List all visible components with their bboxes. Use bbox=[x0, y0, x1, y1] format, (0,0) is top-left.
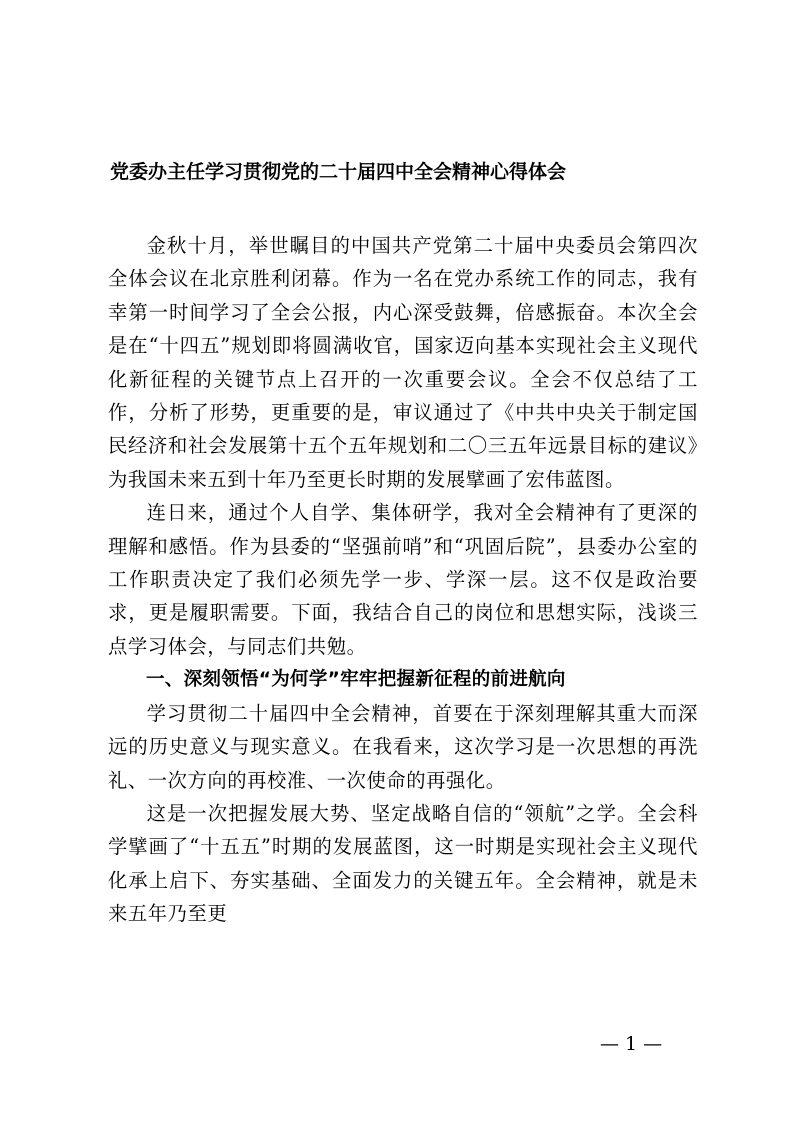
page-number: — 1 — bbox=[600, 1033, 663, 1055]
document-title: 党委办主任学习贯彻党的二十届四中全会精神心得体会 bbox=[110, 161, 567, 183]
body-paragraph: 这是一次把握发展大势、坚定战略自信的“领航”之学。全会科学擘画了“十五五”时期的发展蓝图，这一时期是实现社会主义现代化承上启下、夯实基础、全面发力的关键五年。全会精神，就是未来五年乃至更 bbox=[108, 801, 698, 926]
body-paragraph: 连日来，通过个人自学、集体研学，我对全会精神有了更深的理解和感悟。作为县委的“坚强前哨”和“巩固后院”，县委办公室的工作职责决定了我们必须先学一步、学深一层。这不仅是政治要求，更是履职需要。下面，我结合自己的岗位和思想实际，浅谈三点学习体会，与同志们共勉。 bbox=[108, 501, 698, 658]
document-body bbox=[108, 229, 698, 931]
body-paragraph: 学习贯彻二十届四中全会精神，首要在于深刻理解其重大而深远的历史意义与现实意义。在我看来，这次学习是一次思想的再洗礼、一次方向的再校准、一次使命的再强化。 bbox=[108, 701, 698, 792]
body-paragraph: 金秋十月，举世瞩目的中国共产党第二十届中央委员会第四次全体会议在北京胜利闭幕。作为一名在党办系统工作的同志，我有幸第一时间学习了全会公报，内心深受鼓舞，倍感振奋。本次全会是在“十四五”规划即将圆满收官，国家迈向基本实现社会主义现代化新征程的关键节点上召开的一次重要会议。全会不仅总结了工作，分析了形势，更重要的是，审议通过了《中共中央关于制定国民经济和社会发展第十五个五年规划和二〇三五年远景目标的建议》为我国未来五到十年乃至更长时期的发展擘画了宏伟蓝图。 bbox=[108, 234, 698, 491]
section-heading: 一、深刻领悟“为何学”牢牢把握新征程的前进航向 bbox=[146, 669, 566, 691]
